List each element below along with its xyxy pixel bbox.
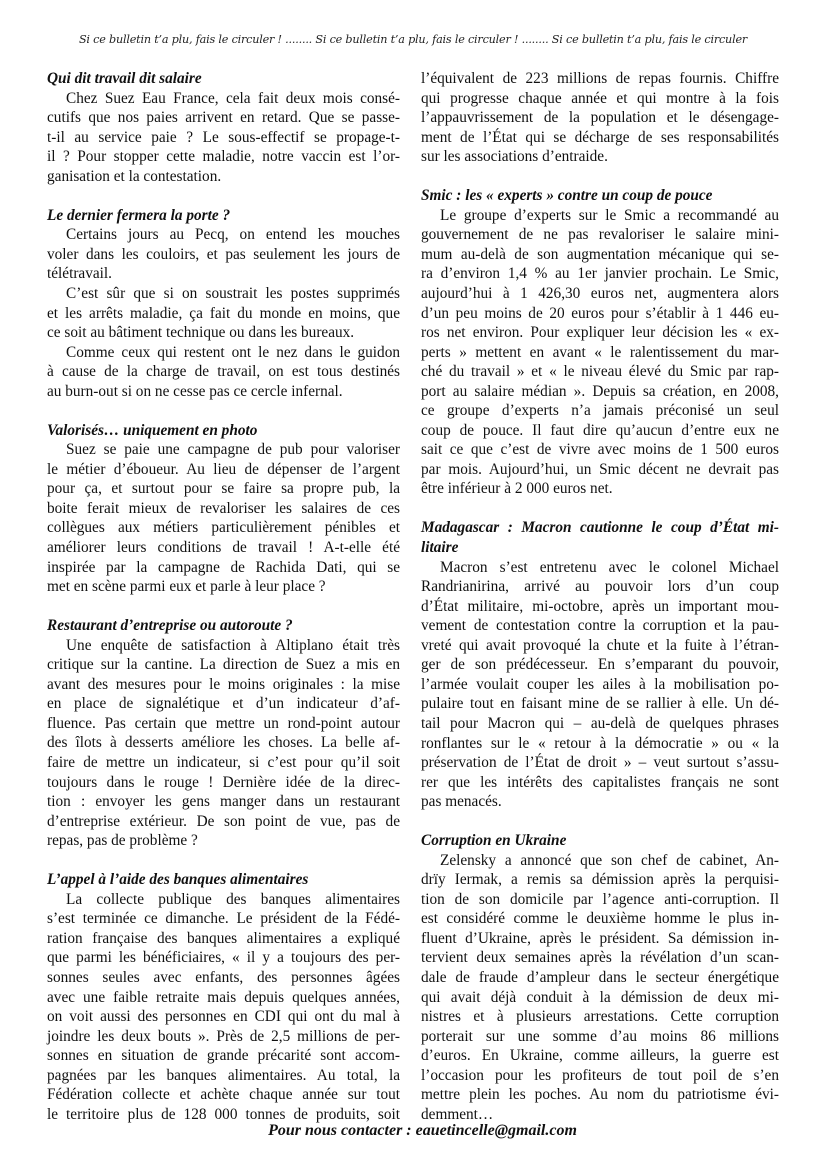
body-text-line: à cause de la charge de travail, on est tous destinés	[47, 363, 400, 381]
body-text-line: qui avait déjà conduit à la démission de deux mi-	[421, 988, 779, 1006]
article-continued	[421, 69, 779, 167]
body-text-line: qui progresse chaque année et qui montre à la fois	[421, 89, 779, 107]
body-text-line: être inférieur à 2 000 euros net.	[421, 480, 613, 498]
article-title: Valorisés… uniquement en photo	[47, 421, 258, 439]
article-title: Restaurant d’entreprise ou autoroute ?	[47, 617, 293, 635]
body-text-line: fluence. Pas certain que mettre un rond-point autour	[47, 714, 400, 732]
body-text-line: ronflantes sur le « retour à la démocratie » ou « la	[421, 734, 779, 752]
body-text-line: par mois. Aujourd’hui, un Smic décent ne devrait pas	[421, 460, 779, 478]
body-text-line: nistres et à plusieurs arrestations. Cette corruption	[421, 1008, 779, 1026]
body-text-line: aujourd’hui à 1 426,30 euros net, augmentera alors	[421, 284, 779, 302]
body-text-line: pas menacés.	[421, 793, 502, 811]
body-text-line: voler dans les couloirs, et pas seulement les jours de	[47, 245, 400, 263]
body-text-line: pagnées par les banques alimentaires. Au total, la	[47, 1066, 400, 1084]
article-le-dernier-fermera-la-porte	[47, 206, 400, 401]
body-text-line: ce groupe d’experts n’a jamais préconisé un seul	[421, 402, 779, 420]
body-text-line: faire de mettre un indicateur, si c’est pour qu’il soit	[47, 754, 400, 771]
circulation-banner: Si ce bulletin t’a plu, fais le circuler ! ........ Si ce bulletin t’a plu, fais le circuler ! ........ Si ce bulletin t’a plu, fais le circuler	[78, 33, 748, 46]
article-title-line: Madagascar : Macron cautionne le coup d’État mi-	[421, 519, 779, 537]
body-text-line: pulaire tout en faisant mine de se rallier à elle. Un dé-	[421, 695, 779, 713]
body-text-line: télétravail.	[47, 265, 112, 283]
body-text-line: drïy Iermak, a remis sa démission après la perquisi-	[421, 871, 779, 889]
body-text-line: ros net environ. Pour expliquer leur décision les « ex-	[421, 324, 779, 342]
body-text-line: au burn-out si on ne cesse pas ce cercle infernal.	[47, 382, 343, 400]
body-text-line: inspirée par la campagne de Rachida Dati, qui se	[47, 558, 400, 576]
contact-footer: Pour nous contacter : eauetincelle@gmail.com	[268, 1122, 577, 1139]
body-text-line: d’entreprise extérieur. De son point de vue, pas de	[47, 812, 400, 830]
body-text-line: il ? Pour stopper cette maladie, notre vaccin est l’or-	[47, 148, 400, 166]
body-text-line: le métier d’éboueur. Au lieu de dépenser de l’argent	[47, 460, 400, 478]
body-text-line: ration française des banques alimentaires a expliqué	[47, 929, 400, 947]
body-text-line: d’euros. En Ukraine, comme ailleurs, la guerre est	[421, 1047, 779, 1065]
body-text-line: collègues aux métiers particulièrement pénibles et	[47, 519, 400, 537]
body-text-line: s’est terminée ce dimanche. Le président de la Fédé-	[47, 910, 400, 928]
article-title-line: litaire	[421, 539, 459, 557]
body-text-line: port au salaire médian ». Depuis sa création, en 2008,	[421, 382, 779, 400]
body-text-line: ment de l’État qui se décharge de ses responsabilités	[421, 128, 779, 146]
body-text-line: tail pour Macron qui – au-delà de quelques phrases	[421, 714, 779, 732]
body-text-line: vement de contestation contre la corruption et la pau-	[421, 617, 779, 635]
body-text-line: Le groupe d’experts sur le Smic a recommandé au	[440, 206, 779, 224]
body-text-line: et les arrêts maladie, ça fait du monde en moins, que	[47, 304, 400, 322]
body-text-line: toujours dans le rouge ! Dernière idée de la direc-	[47, 773, 400, 791]
body-text-line: ce soit au bâtiment technique ou dans les bureaux.	[47, 324, 355, 342]
body-text-line: pour ça, et surtout pour se faire sa propre pub, la	[47, 480, 400, 498]
article-title: L’appel à l’aide des banques alimentaires	[47, 871, 309, 889]
article-l-appel-a-l-aide-des-banques-alimentaires	[47, 870, 400, 1124]
body-text-line: Certains jours au Pecq, on entend les mouches	[66, 226, 400, 244]
article-restaurant-d-entreprise-ou-autoroute	[47, 616, 400, 851]
body-text-line: ra d’environ 1,4 % au 1er janvier prochain. Le Smic,	[421, 265, 779, 283]
body-text-line: l’équivalent de 223 millions de repas fournis. Chiffre	[421, 70, 779, 87]
body-text-line: tervient deux semaines après la révélation d’un scan-	[421, 949, 779, 967]
body-text-line: Fédération collecte et achète chaque année sur tout	[47, 1086, 400, 1104]
article-valorises-uniquement-en-photo	[47, 421, 400, 597]
body-text-line: joindre les deux bouts ». Près de 2,5 millions de per-	[47, 1027, 400, 1045]
body-text-line: en place de signalétique et d’un indicateur d’af-	[47, 695, 400, 713]
left-column	[47, 69, 400, 1124]
body-text-line: Une enquête de satisfaction à Altiplano était très	[66, 636, 400, 654]
article-qui-dit-travail-dit-salaire	[47, 69, 400, 186]
body-text-line: avec une faible retraite mais depuis quelques années,	[47, 988, 400, 1006]
body-text-line: d’État militaire, mi-octobre, après un important mou-	[421, 597, 779, 615]
body-text-line: que parmi les bénéficiaires, « il y a toujours des per-	[47, 949, 400, 967]
article-title: Qui dit travail dit salaire	[47, 70, 202, 87]
body-text-line: on voit aussi des personnes en CDI qui ont du mal à	[47, 1008, 400, 1026]
body-text-line: Comme ceux qui restent ont le nez dans le guidon	[66, 343, 400, 361]
article-title: Le dernier fermera la porte ?	[47, 206, 231, 224]
body-text-line: gouvernement de ne pas revaloriser le salaire mini-	[421, 226, 779, 244]
body-text-line: critique sur la cantine. La direction de Suez a mis en	[47, 656, 400, 674]
body-text-line: l’appauvrissement de la population et le désengage-	[421, 109, 779, 127]
body-text-line: cutifs que nos paies arrivent en retard. Que se passe-	[47, 109, 400, 127]
article-smic-les-experts-contre-un-coup-de-pouce	[421, 186, 779, 499]
body-text-line: demment…	[421, 1105, 494, 1123]
body-text-line: ganisation et la contestation.	[47, 167, 222, 185]
body-text-line: Randrianirina, arrivé au pouvoir lors d’un coup	[421, 578, 779, 596]
body-text-line: l’occasion pour les profiteurs de tout poil de s’en	[421, 1066, 779, 1084]
body-text-line: dale de fraude d’ampleur dans le secteur énergétique	[421, 969, 779, 987]
body-text-line: perts » mettent en avant « le ralentissement du mar-	[421, 343, 779, 361]
body-text-line: Suez se paie une campagne de pub pour valoriser	[66, 441, 400, 459]
right-column	[421, 69, 779, 1124]
article-title: Corruption en Ukraine	[421, 832, 567, 850]
article-corruption-en-ukraine	[421, 831, 779, 1124]
body-text-line: d’un peu moins de 20 euros pour s’établir à 1 446 eu-	[421, 304, 779, 322]
body-text-line: sur les associations d’entraide.	[421, 148, 608, 166]
body-text-line: t-il au service paie ? Le sous-effectif se propage-t-	[47, 128, 400, 146]
body-text-line: boite ferait mieux de revaloriser les salaires de ces	[47, 499, 400, 517]
body-text-line: mettre plein les poches. Au nom du patriotisme évi-	[421, 1086, 779, 1104]
body-text-line: La collecte publique des banques alimentaires	[66, 890, 400, 908]
body-text-line: Chez Suez Eau France, cela fait deux mois consé-	[66, 89, 400, 107]
body-text-line: repas, pas de problème ?	[47, 832, 198, 850]
article-madagascar-macron-cautionne-le-coup-d-etat-mi-litaire	[421, 518, 779, 811]
body-text-line: fluent d’Ukraine, après le président. Sa démission in-	[421, 929, 779, 947]
body-text-line: sonnes seules avec enfants, des personnes âgées	[47, 968, 400, 986]
body-text-line: mum au-delà de son augmentation mécanique qui se-	[421, 245, 779, 263]
body-text-line: l’armée voulait couper les ailes à la mobilisation po-	[421, 675, 779, 693]
article-title: Smic : les « experts » contre un coup de pouce	[421, 187, 713, 205]
body-text-line: Macron s’est entretenu avec le colonel Michael	[440, 558, 779, 576]
body-text-line: avant des mesures pour le moins originales : la mise	[47, 675, 400, 693]
body-text-line: préservation de l’État de droit » – veut surtout s’assu-	[421, 754, 779, 772]
body-text-line: tion : envoyer les gens manger dans un restaurant	[47, 793, 400, 811]
body-text-line: améliorer leurs conditions de travail ! A-t-elle été	[47, 539, 400, 557]
body-text-line: coup de pouce. Il faut dire qu’aucun d’entre eux ne	[421, 421, 779, 439]
body-text-line: C’est sûr que si on soustrait les postes supprimés	[66, 284, 400, 302]
body-text-line: vreté qui avait provoqué la chute et la fuite à l’étran-	[421, 636, 779, 654]
body-text-line: rer que les intérêts des capitalistes français ne sont	[421, 773, 779, 791]
body-text-line: ger de son prédécesseur. En s’emparant du pouvoir,	[421, 656, 779, 674]
body-text-line: des îlots à desserts améliore les choses. La belle af-	[47, 734, 400, 752]
body-text-line: tion de son domicile par l’agence anti-corruption. Il	[421, 890, 779, 908]
body-text-line: met en scène parmi eux et parle à leur place ?	[47, 578, 326, 596]
body-text-line: ché du travail » et « le niveau élevé du Smic par rap-	[421, 363, 779, 381]
body-text-line: Zelensky a annoncé que son chef de cabinet, An-	[440, 851, 779, 869]
body-text-line: le territoire plus de 128 000 tonnes de produits, soit	[47, 1105, 400, 1123]
body-text-line: sonnes en situation de grande précarité sont accom-	[47, 1047, 400, 1065]
body-text-line: porterait sur une somme d’au moins 86 millions	[421, 1027, 779, 1045]
body-text-line: est considéré comme le deuxième homme le plus in-	[421, 910, 779, 928]
body-text-line: sait ce que c’est de vivre avec moins de 1 500 euros	[421, 441, 779, 459]
